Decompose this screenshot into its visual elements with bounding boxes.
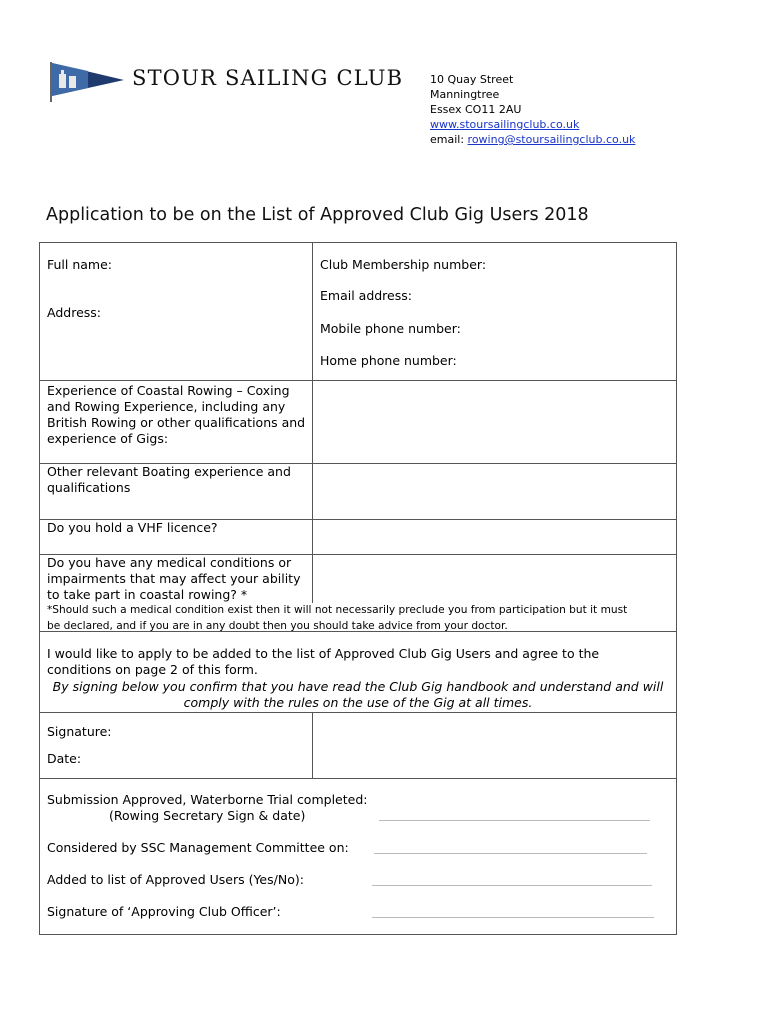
added-to-list-label: Added to list of Approved Users (Yes/No): [47, 872, 304, 887]
full-name-label: Full name: [47, 257, 113, 272]
added-to-list-line[interactable] [372, 885, 652, 886]
membership-number-label: Club Membership number: [320, 257, 487, 272]
medical-conditions-field[interactable] [313, 555, 676, 602]
approval-signature-line[interactable] [379, 820, 650, 821]
agreement-text: I would like to apply to be added to the list of Approved Club Gig Users and agree to the conditions on page 2 of this form. [47, 646, 600, 677]
row-divider [40, 778, 676, 779]
approving-officer-line[interactable] [372, 917, 654, 918]
address-line2: Manningtree [430, 88, 500, 101]
mobile-phone-label: Mobile phone number: [320, 321, 461, 336]
website-link[interactable]: www.stoursailingclub.co.uk [430, 118, 580, 131]
experience-label: Experience of Coastal Rowing – Coxing and Rowing Experience, including any British Rowing or other qualifications and experience of Gigs: [47, 383, 306, 446]
signature-field[interactable] [313, 713, 676, 778]
email-link[interactable]: rowing@stoursailingclub.co.uk [467, 133, 636, 146]
signature-label: Signature: [47, 724, 112, 739]
medical-note: *Should such a medical condition exist then it will not necessarily preclude you from participation but it must be declared, and if you are in any doubt then you should take advice from your doctor. [47, 604, 628, 632]
medical-conditions-label: Do you have any medical conditions or impairments that may affect your ability to take part in coastal rowing? * [47, 555, 301, 602]
approval-sublabel: (Rowing Secretary Sign & date) [109, 808, 306, 823]
club-name: STOUR SAILING CLUB [132, 66, 404, 90]
other-experience-label: Other relevant Boating experience and qualifications [47, 464, 291, 495]
committee-label: Considered by SSC Management Committee on: [47, 840, 349, 855]
confirmation-text: By signing below you confirm that you have read the Club Gig handbook and understand and will comply with the rules on the use of the Gig at all times. [52, 679, 664, 710]
application-form [39, 242, 677, 935]
email-address-label: Email address: [320, 288, 412, 303]
home-phone-label: Home phone number: [320, 353, 457, 368]
page-title: Application to be on the List of Approved Club Gig Users 2018 [46, 205, 589, 225]
committee-date-line[interactable] [374, 853, 647, 854]
club-logo [48, 60, 428, 104]
vhf-licence-label: Do you hold a VHF licence? [47, 520, 218, 535]
email-label: email: [430, 133, 468, 146]
experience-field[interactable] [313, 381, 676, 463]
column-divider [312, 243, 313, 380]
approval-label: Submission Approved, Waterborne Trial completed: [47, 792, 368, 807]
club-flag-icon [48, 60, 128, 104]
address-line1: 10 Quay Street [430, 73, 514, 86]
other-experience-field[interactable] [313, 464, 676, 519]
vhf-licence-field[interactable] [313, 520, 676, 554]
address-label: Address: [47, 305, 101, 320]
date-label: Date: [47, 751, 82, 766]
approving-officer-label: Signature of ‘Approving Club Officer’: [47, 904, 281, 919]
address-line3: Essex CO11 2AU [430, 103, 522, 116]
club-address [430, 72, 635, 147]
